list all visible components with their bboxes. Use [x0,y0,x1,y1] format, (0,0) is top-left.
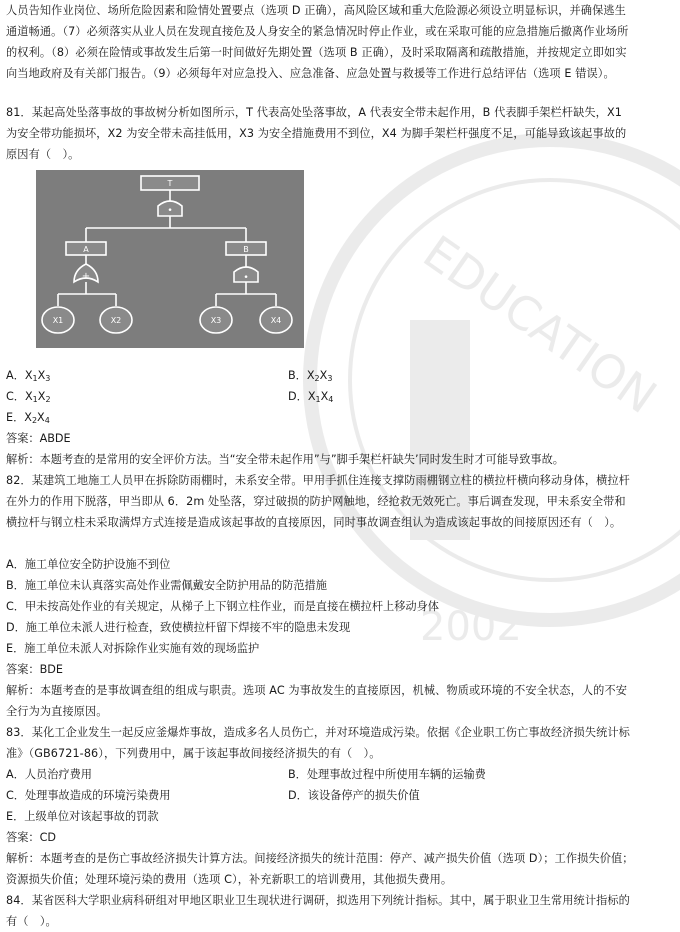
q81-answer: 答案：ABDE [6,432,71,445]
q82-stem: 82．某建筑工地施工人员甲在拆除防雨棚时，未系安全带。甲用手抓住连接支撑防雨棚钢立柱的横拉杆横向移动身体，横拉杆在外力的作用下脱落，甲当即从 6．2m 处坠落，穿过破损的防护网触地，经抢救无效死亡。事后调查发现，甲未系安全带和横拉杆与钢立柱未采取满焊方式连接是造成该起事故的直接原因，同时事故调查组认为造成该起事故的间接原因还有（ ）。 [6,474,630,529]
fault-tree-node-b: B [243,245,249,254]
q81-option-c: C．$X_1X_2$ [6,390,51,404]
q81-option-d: D．$X_1X_4$ [288,390,334,404]
q82-option-a: A．施工单位安全防护设施不到位 [6,558,171,571]
fault-tree-x3: X3 [210,316,222,325]
fault-tree-node-a: A [83,245,89,254]
q81-option-a: A．$X_1X_3$ [6,369,51,383]
q83-stem: 83．某化工企业发生一起反应釜爆炸事故，造成多名人员伤亡，并对环境造成污染。依据《企业职工伤亡事故经济损失统计标准》（GB6721-86），下列费用中，属于该起事故间接经济损失的有（ ）。 [6,726,630,760]
q83-option-e: E．上级单位对该起事故的罚款 [6,810,159,823]
svg-text:•: • [167,206,173,216]
fault-tree-x1: X1 [52,316,64,325]
q81-stem: 81．某起高处坠落事故的事故树分析如图所示，T 代表高处坠落事故，A 代表安全带未起作用，B 代表脚手架栏杆缺失，X1 为安全带功能损坏，X2 为安全带未高挂低用，X3 为安全措施费用不到位，X4 为脚手架栏杆强度不足，可能导致该起事故的原因有（ ）。 [6,106,627,161]
fault-tree-figure [36,170,304,348]
q81-analysis: 解析：本题考查的是常用的安全评价方法。当“安全带未起作用”与”脚手架栏杆缺失’同时发生时才可能导致事故。 [6,453,564,466]
q83-analysis: 解析：本题考查的是伤亡事故经济损失计算方法。间接经济损失的统计范围：停产、减产损失价值（选项 D）；工作损失价值；资源损失价值；处理环境污染的费用（选项 C），补充新职工的培训费用，其他损失费用。 [6,852,634,886]
q82-analysis: 解析：本题考查的是事故调查组的组成与职责。选项 AC 为事故发生的直接原因，机械、物质或环境的不安全状态，人的不安全行为为直接原因。 [6,684,628,718]
fault-tree-x4: X4 [270,316,282,325]
fault-tree-top-event: T [167,179,173,188]
q82-option-c: C．甲未按高处作业的有关规定，从梯子上下钢立柱作业，而是直接在横拉杆上移动身体 [6,600,439,613]
q84-stem: 84．某省医科大学职业病科研组对甲地区职业卫生现状进行调研，拟选用下列统计指标。其中，属于职业卫生常用统计指标的有（ ）。 [6,894,630,928]
svg-text:•: • [243,273,249,283]
svg-text:+: + [81,271,91,282]
svg-text:EDUCATION: EDUCATION [413,224,667,425]
q83-option-b: B．处理事故过程中所使用车辆的运输费 [288,768,486,781]
q82-option-b: B．施工单位未认真落实高处作业需佩戴安全防护用品的防范措施 [6,579,327,592]
q80-analysis-continued: 人员告知作业岗位、场所危险因素和险情处置要点（选项 D 正确），高风险区域和重大危险源必须设立明显标识，并确保逃生通道畅通。（7）必须落实从业人员在发现直接危及人身安全的紧急情况时停止作业，或在采取可能的应急措施后撤离作业场所的权利。（8）必须在险情或事故发生后第一时间做好先期处置（选项 B 正确），及时采取隔离和疏散措施，并按规定立即如实向当地政府及有关部门报告。（9）必须每年对应急投入、应急准备、应急处置与救援等工作进行总结评估（选项 E 错误）。 [6,4,629,80]
q83-option-d: D．该设备停产的损失价值 [288,789,420,802]
fault-tree-x2: X2 [110,316,122,325]
q81-option-b: B．$X_2X_3$ [288,369,333,383]
q83-answer: 答案：CD [6,831,56,844]
q83-option-c: C．处理事故造成的环境污染费用 [6,789,171,802]
svg-text:2002: 2002 [420,604,522,650]
q83-option-a: A．人员治疗费用 [6,768,92,781]
q82-option-d: D．施工单位未派人进行检查，致使横拉杆留下焊接不牢的隐患未发现 [6,621,351,634]
q82-option-e: E．施工单位未派人对拆除作业实施有效的现场监护 [6,642,260,655]
q81-option-e: E．$X_2X_4$ [6,411,50,425]
q82-answer: 答案：BDE [6,663,63,676]
